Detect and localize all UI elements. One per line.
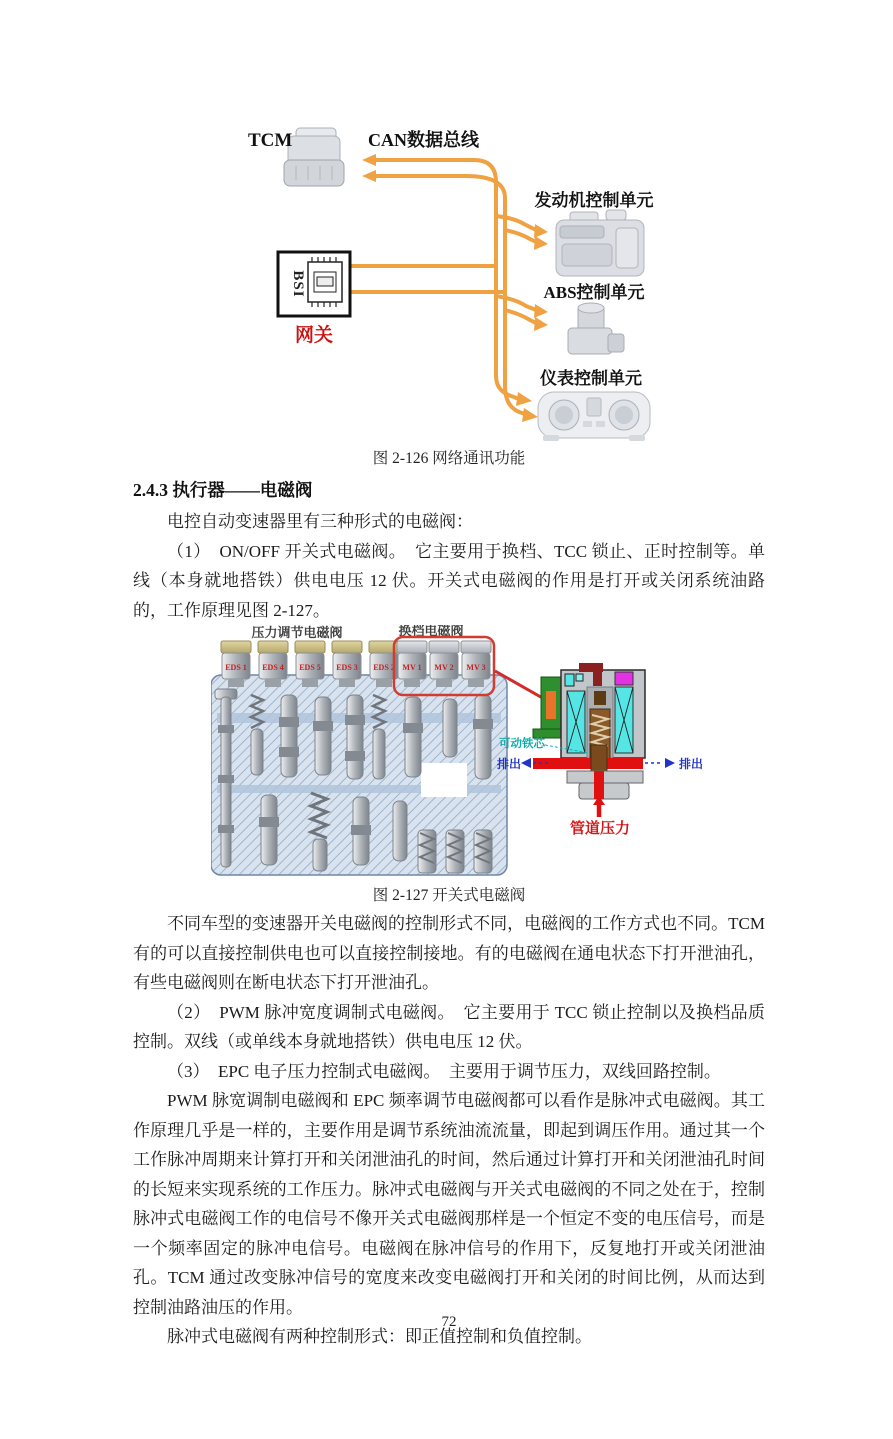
paragraph-pwm-valve: （2） PWM 脉冲宽度调制式电磁阀。 它主要用于 TCC 锁止控制以及换档品质控制。双线（或单线本身就地搭铁）供电电压 12 伏。 [133, 1002, 765, 1051]
paragraph-switch-control: 不同车型的变速器开关电磁阀的控制形式不同，电磁阀的工作方式也不同。TCM 有的可以直接控制供电也可以直接控制接地。有的电磁阀在通电状态下打开泄油孔，有些电磁阀则在断电状态下打开泄油孔。 [133, 914, 765, 992]
paragraph-epc-valve: （3） EPC 电子压力控制式电磁阀。 主要用于调节压力，双线回路控制。 [167, 1061, 721, 1081]
paragraph-intro: 电控自动变速器里有三种形式的电磁阀： [167, 512, 473, 531]
paragraph-onoff-valve: （1） ON/OFF 开关式电磁阀。 它主要用于换档、TCC 锁止、正时控制等。单线（本身就地搭铁）供电电压 12 伏。开关式电磁阀的作用是打开或关闭系统油路的，工作原理见图 2-127。 [133, 541, 765, 620]
eds-solenoid-label: EDS 3 [336, 663, 358, 672]
can-bus-wires [350, 160, 536, 414]
figure-network-diagram [226, 120, 678, 448]
pressure-solenoid-group-label: 压力调节电磁阀 [251, 625, 343, 640]
figure-valve-body [211, 625, 733, 883]
paragraph-pulse-control-forms: 脉冲式电磁阀有两种控制形式：即正值控制和负值控制。 [167, 1327, 592, 1346]
discharge-left-label: 排出 [497, 757, 522, 771]
line-pressure-label: 管道压力 [569, 821, 631, 837]
page-number: 72 [441, 1314, 457, 1330]
mv-solenoid-label: MV 1 [402, 663, 422, 672]
gateway-box [278, 252, 350, 316]
mv-solenoid-label: MV 3 [466, 663, 486, 672]
paragraph-pulse-principle: PWM 脉宽调制电磁阀和 EPC 频率调节电磁阀都可以看作是脉冲式电磁阀。其工作原理几乎是一样的，主要作用是调节系统油流流量，即起到调压作用。通过其一个工作脉冲周期来计算打开和关闭泄油孔的时间，然后通过计算打开和关闭泄油孔时间的长短来实现系统的工作压力。脉冲式电磁阀与开关式电磁阀的不同之处在于，控制脉冲式电磁阀工作的电信号不像开关式电磁阀那样是一个恒定不变的电压信号，而是一个频率固定的脉冲电信号。电磁阀在脉冲信号的作用下，反复地打开或关闭泄油孔。TCM 通过改变脉冲信号的宽度来改变电磁阀打开和关闭的时间比例，从而达到控制油路油压的作用。 [133, 1091, 765, 1317]
eds-solenoid-label: EDS 5 [299, 663, 321, 672]
engine-ecu-icon [556, 210, 644, 276]
network-diagram-svg [226, 120, 678, 448]
gateway-chip-icon [308, 257, 342, 307]
engine-ecu-label: 发动机控制单元 [534, 191, 654, 210]
tcm-connector-icon [284, 128, 344, 186]
abs-ecu-label: ABS控制单元 [543, 283, 645, 302]
movable-core-label: 可动铁芯 [499, 738, 545, 750]
figure-2-127-caption: 图 2-127 开关式电磁阀 [372, 887, 526, 904]
valve-body-svg [211, 625, 733, 883]
mv-solenoids [397, 641, 491, 687]
tcm-label: TCM [248, 130, 293, 151]
solenoid-cutaway-schematic [533, 663, 645, 817]
cluster-ecu-icon [538, 392, 650, 441]
abs-ecu-icon [568, 303, 624, 354]
section-heading: 2.4.3 执行器——电磁阀 [133, 480, 313, 500]
eds-solenoid-label: EDS 1 [225, 663, 247, 672]
can-bus-label: CAN数据总线 [368, 130, 479, 150]
can-bus-arrowheads [362, 154, 548, 422]
gateway-chip-label: BSI [290, 270, 306, 298]
cluster-ecu-label: 仪表控制单元 [540, 369, 642, 388]
mv-solenoid-label: MV 2 [434, 663, 454, 672]
page-content [133, 0, 765, 1352]
eds-solenoid-label: EDS 4 [262, 663, 284, 672]
eds-solenoid-label: EDS 2 [373, 663, 395, 672]
discharge-right-arrow [645, 758, 675, 768]
shift-solenoid-group-label: 换档电磁阀 [398, 625, 464, 638]
gateway-label: 网关 [294, 325, 334, 346]
valve-body-illustration [211, 675, 507, 875]
figure-2-126-caption: 图 2-126 网络通讯功能 [372, 450, 526, 467]
discharge-right-label: 排出 [679, 757, 704, 771]
